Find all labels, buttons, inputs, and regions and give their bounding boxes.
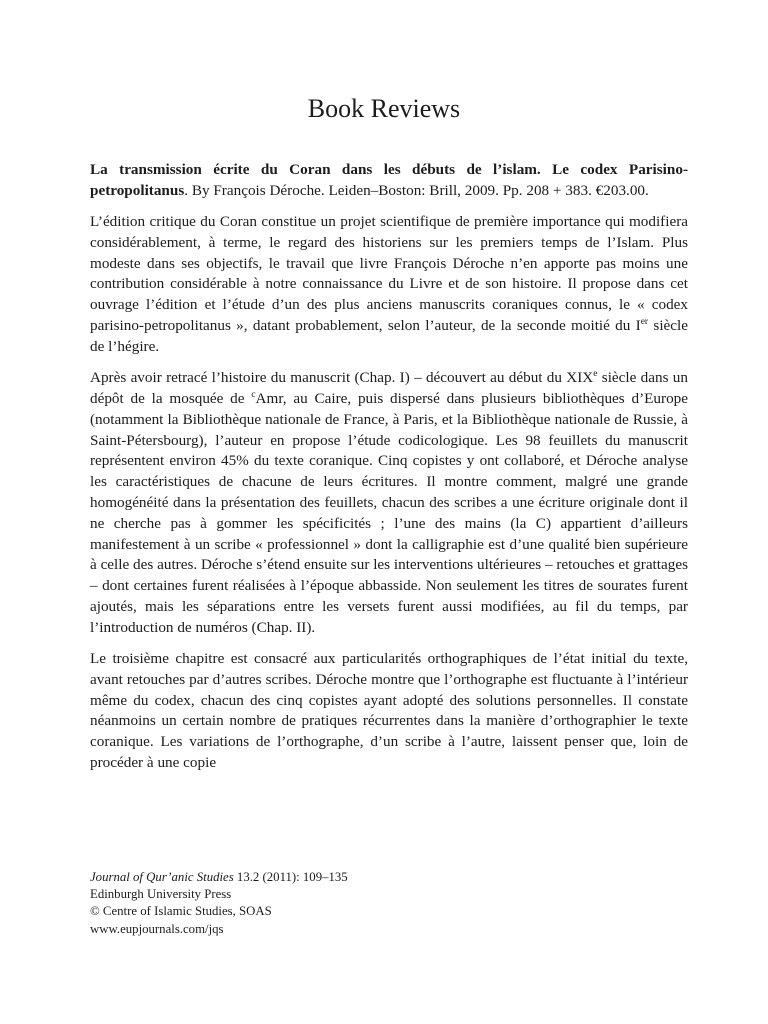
journal-issue: 13.2 (2011): 109–135 xyxy=(233,870,348,884)
journal-url: www.eupjournals.com/jqs xyxy=(90,921,224,936)
paragraph-1-text-a: L’édition critique du Coran constitue un projet scientifique de première importance qui modifiera considérablement, à terme, le regard des historiens sur les premiers temps de l’Islam. Plus modeste dans ses objectifs, le travail que livre François Déroche n’en apporte pas moins une contribution considérable à notre connaissance du Livre et de son histoire. Il propose dans cet ouvrage l’édition et l’étude d’un des plus anciens manuscrits coraniques connus, le « codex parisino-petropolitanus », datant probablement, selon l’auteur, de la seconde moitié du I xyxy=(90,213,688,335)
paragraph-3: Le troisième chapitre est consacré aux particularités orthographiques de l’état initial du texte, avant retouches par d’autres scribes. Déroche montre que l’orthographe est fluctuante à l’intérieur même du codex, chacun des cinq copistes ayant adopté des solutions personnelles. Il constate néanmoins un certain nombre de pratiques récurrentes dans la manière d’orthographier le texte coranique. Les variations de l’orthographe, d’un scribe à l’autre, laissent penser que, loin de procéder à une copie xyxy=(90,650,688,772)
paragraph-1-text-b: siècle de l’hégire. xyxy=(90,317,688,355)
book-title: La transmission écrite du Coran dans les débuts de l’islam. Le codex Parisino-petropolitanus xyxy=(90,161,688,199)
review-body xyxy=(90,160,688,774)
paragraph-2-text-a: Après avoir retracé l’histoire du manuscrit (Chap. I) – découvert au début du XIX xyxy=(90,369,594,387)
paragraph-1-superscript: er xyxy=(640,317,649,328)
paragraph-2-text-c: Amr, au Caire, puis dispersé dans plusieurs bibliothèques d’Europe (notamment la Bibliothèque nationale de France, à Paris, et la Bibliothèque nationale de Russie, à Saint-Pétersbourg), l’auteur en propose l’étude codicologique. Les 98 feuillets du manuscrit représentent environ 45% du texte coranique. Cinq copistes y ont collaboré, et Déroche analyse les caractéristiques de chacune de leurs écritures. Il montre comment, malgré une grande homogénéité dans la présentation des feuillets, chacun des scribes a une écriture originale dont il ne cherche pas à gommer les spécificités ; l’une des mains (la C) appartient d’ailleurs manifestement à un scribe « professionnel » dont la calligraphie est d’une qualité bien supérieure à celle des autres. Déroche s’étend ensuite sur les interventions ultérieures – retouches et grattages – dont certaines furent réalisées à l’époque abbasside. Non seulement les titres de sourates furent ajoutés, mais les séparations entre les versets furent aussi modifiées, au fil du temps, par l’introduction de numéros (Chap. II). xyxy=(90,389,689,636)
journal-name: Journal of Qur’anic Studies xyxy=(90,870,234,884)
paragraph-2-superscript-ayn: c xyxy=(251,389,256,400)
paragraph-1 xyxy=(90,212,688,358)
journal-citation xyxy=(90,869,590,886)
journal-footer xyxy=(90,869,590,938)
paragraph-2 xyxy=(90,368,688,638)
review-citation xyxy=(90,160,688,202)
page-title: Book Reviews xyxy=(307,94,461,123)
book-citation-details: . By François Déroche. Leiden–Boston: Brill, 2009. Pp. 208 + 383. €203.00. xyxy=(184,181,649,199)
paragraph-2-superscript-century: e xyxy=(593,369,598,380)
copyright-line: © Centre of Islamic Studies, SOAS xyxy=(90,904,272,919)
paragraph-2-text-b: siècle dans un dépôt de la mosquée de xyxy=(90,369,688,407)
publisher-line: Edinburgh University Press xyxy=(90,887,232,902)
